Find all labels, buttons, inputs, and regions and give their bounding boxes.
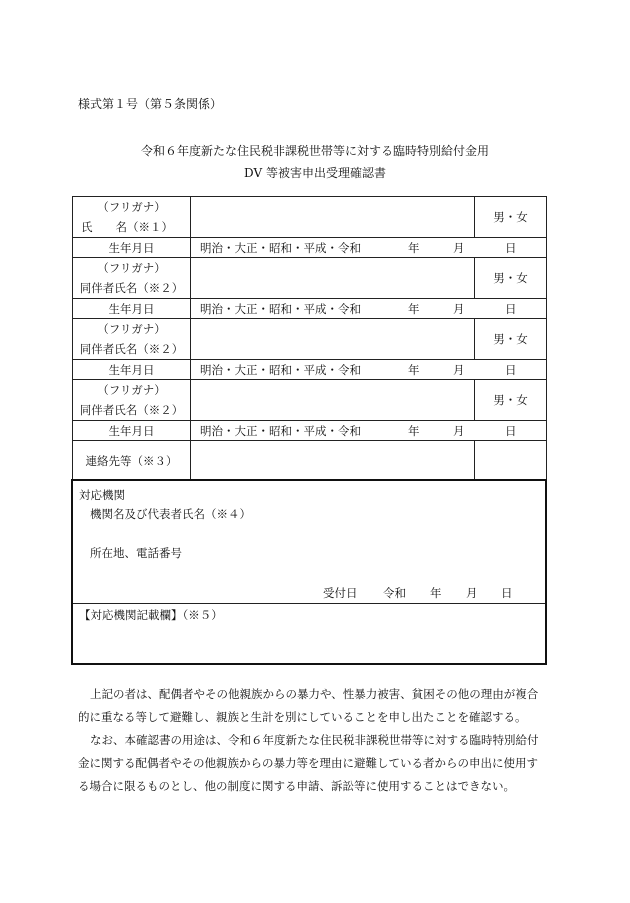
agency-divider (73, 603, 545, 604)
received-date-label: 受付日 (323, 586, 358, 600)
month-label: 月 (453, 240, 465, 255)
companion-name-field[interactable] (191, 258, 475, 299)
companion-gender-field[interactable]: 男・女 (475, 319, 547, 360)
year-label: 年 (408, 362, 420, 377)
note-paragraph-2-line-1: なお、本確認書の用途は、令和６年度新たな住民税非課税世帯等に対する臨時特別給付 (90, 733, 539, 747)
day-label: 日 (505, 362, 517, 377)
era-options: 明治・大正・昭和・平成・令和 (200, 240, 361, 255)
form-number: 様式第１号（第５条関係） (78, 97, 223, 111)
month-label: 月 (453, 423, 465, 438)
received-year-label: 年 (430, 586, 442, 600)
era-options: 明治・大正・昭和・平成・令和 (200, 423, 361, 438)
day-label: 日 (505, 423, 517, 438)
note-paragraph-2-line-2: 金に関する配偶者やその他親族からの暴力等を理由に避難している者からの申出に使用す (78, 756, 538, 770)
contact-extra-field[interactable] (475, 441, 547, 481)
dob-label: 生年月日 (73, 299, 191, 319)
furigana-label: （フリガナ） (97, 261, 166, 275)
year-label: 年 (408, 423, 420, 438)
companion-name-label: 同伴者氏名（※２） (79, 342, 184, 356)
era-options: 明治・大正・昭和・平成・令和 (200, 301, 361, 316)
companion-name-label: 同伴者氏名（※２） (79, 403, 184, 417)
companion-dob-field[interactable] (191, 421, 547, 441)
companion-name-field[interactable] (191, 319, 475, 360)
companion-dob-row (73, 299, 547, 319)
companion-name-row (73, 380, 547, 421)
applicant-dob-field[interactable] (191, 238, 547, 258)
applicant-name-label-cell (73, 197, 191, 238)
agency-title: 対応機関 (79, 488, 125, 502)
day-label: 日 (505, 240, 517, 255)
dob-label: 生年月日 (73, 238, 191, 258)
dob-label: 生年月日 (73, 421, 191, 441)
agency-record-label: 【対応機関記載欄】（※５） (79, 608, 223, 622)
contact-field[interactable] (191, 441, 475, 481)
furigana-label: （フリガナ） (97, 383, 166, 397)
applicant-name-field[interactable] (191, 197, 475, 238)
agency-name-label: 機関名及び代表者氏名（※４） (90, 507, 251, 521)
companion-name-label-cell (73, 380, 191, 421)
month-label: 月 (453, 362, 465, 377)
note-paragraph-2-line-3: る場合に限るものとし、他の制度に関する申請、訴訟等に使用することはできない。 (78, 779, 515, 793)
companion-dob-row (73, 421, 547, 441)
applicant-gender-field[interactable]: 男・女 (475, 197, 547, 238)
applicant-table (72, 196, 547, 481)
document-subtitle: DV 等被害申出受理確認書 (244, 166, 386, 180)
furigana-label: （フリガナ） (97, 200, 166, 214)
furigana-label: （フリガナ） (97, 322, 166, 336)
name-label: 氏 名（※１） (81, 220, 173, 234)
applicant-dob-row (73, 238, 547, 258)
companion-gender-field[interactable]: 男・女 (475, 258, 547, 299)
month-label: 月 (453, 301, 465, 316)
companion-gender-field[interactable]: 男・女 (475, 380, 547, 421)
agency-address-label: 所在地、電話番号 (90, 546, 182, 560)
note-paragraph-1-line-2: 的に重なる等して避難し、親族と生計を別にしていることを申し出たことを確認する。 (78, 710, 527, 724)
document-title: 令和６年度新たな住民税非課税世帯等に対する臨時特別給付金用 (140, 144, 489, 158)
companion-dob-row (73, 360, 547, 380)
companion-name-row (73, 319, 547, 360)
received-day-label: 日 (501, 586, 513, 600)
received-month-label: 月 (466, 586, 478, 600)
applicant-name-row (73, 197, 547, 238)
contact-row (73, 441, 547, 481)
era-options: 明治・大正・昭和・平成・令和 (200, 362, 361, 377)
agency-section (71, 479, 547, 665)
note-paragraph-1-line-1: 上記の者は、配偶者やその他親族からの暴力や、性暴力被害、貧困その他の理由が複合 (90, 687, 539, 701)
companion-name-label: 同伴者氏名（※２） (79, 281, 184, 295)
year-label: 年 (408, 240, 420, 255)
companion-dob-field[interactable] (191, 299, 547, 319)
companion-dob-field[interactable] (191, 360, 547, 380)
dob-label: 生年月日 (73, 360, 191, 380)
companion-name-label-cell (73, 258, 191, 299)
companion-name-field[interactable] (191, 380, 475, 421)
contact-label: 連絡先等（※３） (73, 441, 191, 481)
companion-name-row (73, 258, 547, 299)
day-label: 日 (505, 301, 517, 316)
received-era: 令和 (383, 586, 406, 600)
companion-name-label-cell (73, 319, 191, 360)
year-label: 年 (408, 301, 420, 316)
